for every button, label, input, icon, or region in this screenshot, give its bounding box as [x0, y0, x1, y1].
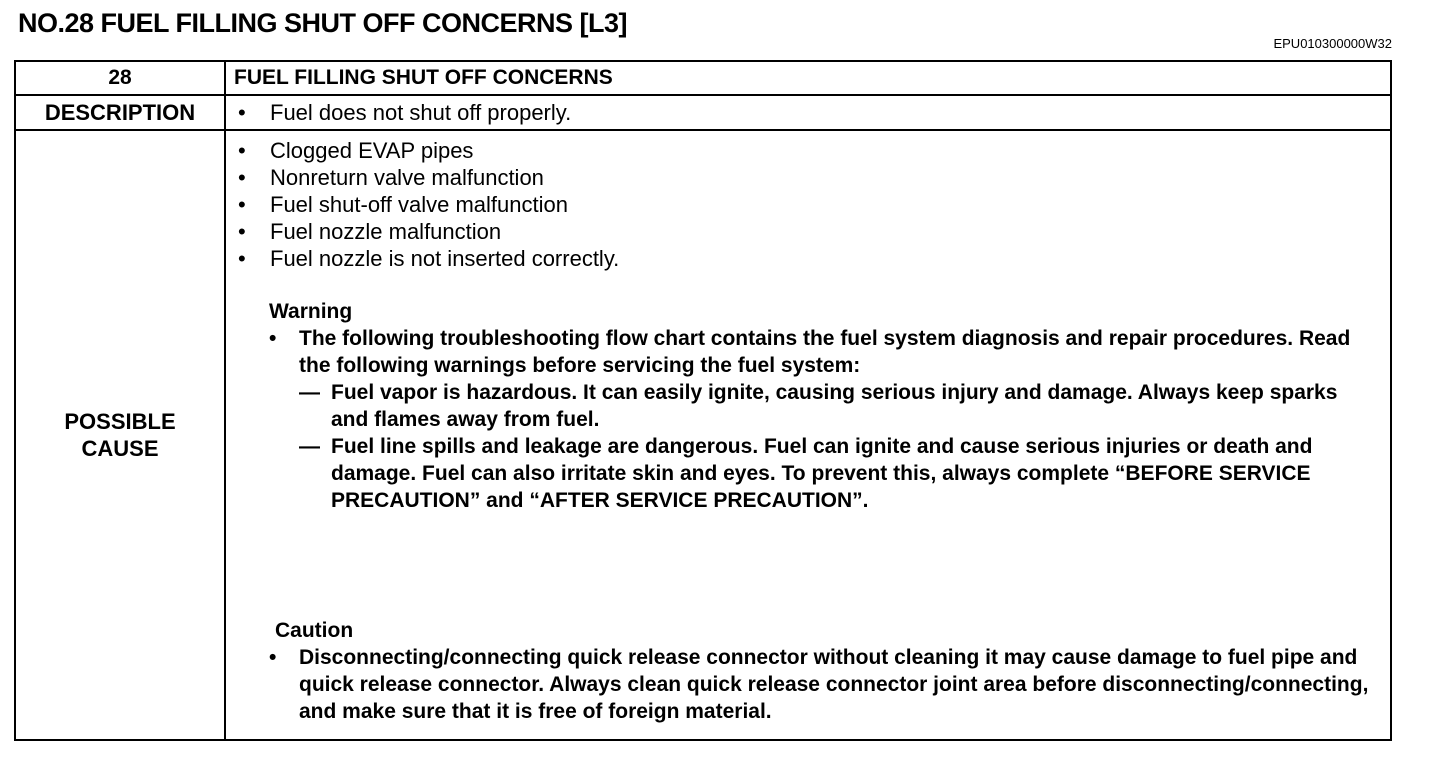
warning-content — [299, 325, 1380, 514]
caution-heading: Caution — [275, 619, 354, 642]
possible-cause-label-line2: CAUSE — [81, 436, 159, 461]
concern-number: 28 — [15, 61, 225, 95]
caution-text: Disconnecting/connecting quick release connector without cleaning it may cause damage to fuel pipe and quick release connector. Always clean quick release connector joint area before disconnecting/connecting, and make sure that it is free of foreign material. — [299, 646, 1369, 723]
bullet-icon — [238, 191, 270, 218]
bullet-icon — [238, 137, 270, 164]
cause-item — [238, 137, 1380, 164]
dash-icon — [299, 433, 331, 514]
bullet-icon — [269, 644, 299, 725]
description-cell — [225, 95, 1391, 130]
cause-item — [238, 164, 1380, 191]
cause-text: Fuel nozzle malfunction — [270, 219, 502, 244]
warning-intro: The following troubleshooting flow chart contains the fuel system diagnosis and repair procedures. Read the following warnings before servicing the fuel system: — [299, 327, 1351, 377]
description-text: Fuel does not shut off properly. — [270, 99, 572, 125]
cause-item — [238, 245, 1380, 272]
possible-cause-cell — [225, 130, 1391, 740]
cause-text: Fuel shut-off valve malfunction — [270, 192, 568, 217]
concern-table — [14, 60, 1392, 741]
description-label: DESCRIPTION — [15, 95, 225, 130]
warning-item — [299, 379, 1380, 433]
document-code: EPU010300000W32 — [1273, 36, 1392, 51]
bullet-icon — [238, 218, 270, 245]
cause-text: Clogged EVAP pipes — [270, 138, 474, 163]
caution-block — [238, 644, 1380, 725]
warning-block — [238, 325, 1380, 514]
possible-cause-label — [15, 130, 225, 740]
table-header-row — [15, 61, 1391, 95]
page-title: NO.28 FUEL FILLING SHUT OFF CONCERNS [L3] — [18, 8, 628, 38]
bullet-icon — [269, 325, 299, 514]
warning-heading: Warning — [269, 300, 353, 323]
bullet-icon — [238, 245, 270, 272]
dash-icon — [299, 379, 331, 433]
concern-heading: FUEL FILLING SHUT OFF CONCERNS — [225, 61, 1391, 95]
warning-item-text: Fuel vapor is hazardous. It can easily ignite, causing serious injury and damage. Always keep sparks and flames away from fuel. — [331, 381, 1338, 431]
warning-item — [299, 433, 1380, 514]
bullet-icon — [238, 164, 270, 191]
cause-item — [238, 218, 1380, 245]
warning-item-text: Fuel line spills and leakage are dangerous. Fuel can ignite and cause serious injuries or death and damage. Fuel can also irritate skin and eyes. To prevent this, always complete “BEFORE SERVICE PRECAUTION” and “AFTER SERVICE PRECAUTION”. — [331, 435, 1313, 512]
possible-cause-label-line1: POSSIBLE — [64, 409, 176, 434]
description-row — [15, 95, 1391, 130]
cause-list — [238, 137, 1380, 272]
cause-text: Nonreturn valve malfunction — [270, 165, 544, 190]
possible-cause-row — [15, 130, 1391, 740]
bullet-icon — [238, 100, 270, 126]
cause-text: Fuel nozzle is not inserted correctly. — [270, 246, 620, 271]
cause-item — [238, 191, 1380, 218]
